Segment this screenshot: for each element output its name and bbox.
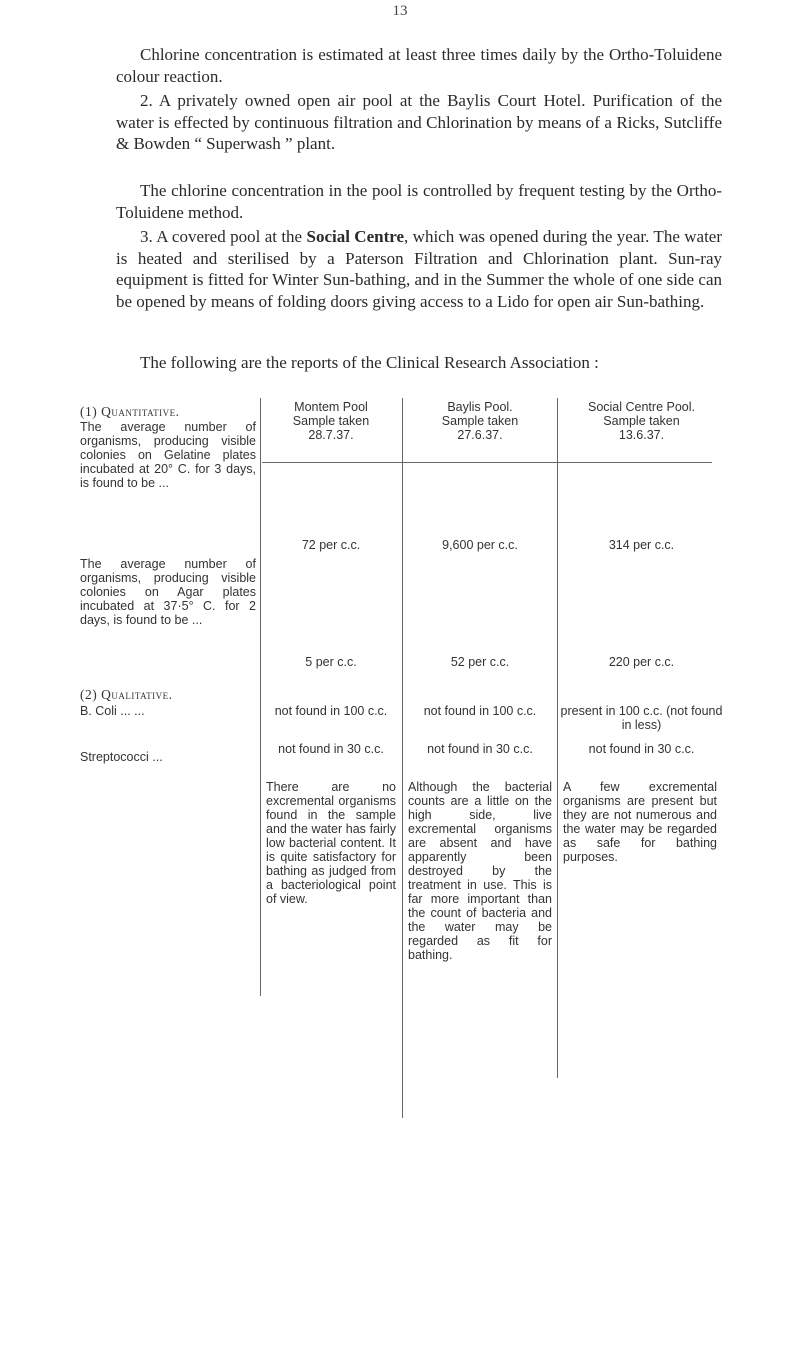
column-date: 13.6.37. xyxy=(618,428,665,442)
paragraph-chlorine-concentration: Chlorine concentration is estimated at least three times daily by the Ortho-Toluidene colour reaction. xyxy=(116,45,722,86)
table-rule xyxy=(402,398,403,1118)
column-header-social-centre xyxy=(559,400,724,442)
streptococci-montem: not found in 30 c.c. xyxy=(278,742,384,756)
table-rule xyxy=(557,398,558,1078)
paragraph-baylis-court: 2. A privately owned open air pool at the Baylis Court Hotel. Purification of the water is effected by continuous filtration and Chlorination by means of a Ricks, Sutcliffe & Bowden “ Superwash ” plant. xyxy=(116,91,722,153)
gelatine-row-label: The average number of organisms, producing visible colonies on Gelatine plates incubated at 20° C. for 3 days, is found to be ... xyxy=(80,420,256,490)
column-header-baylis xyxy=(404,400,556,442)
paragraph-chlorine-control: The chlorine concentration in the pool is controlled by frequent testing by the Ortho-Toluidene method. xyxy=(116,181,722,222)
column-name: Social Centre Pool. xyxy=(587,400,695,414)
agar-count-social-centre: 220 per c.c. xyxy=(608,655,675,669)
column-name: Baylis Pool. xyxy=(447,400,513,414)
qualitative-heading: (2) Qualitative. xyxy=(80,687,173,702)
remark-baylis: Although the bacterial counts are a little on the high side, live excremental organisms are absent and have apparently been destroyed by the treatment in use. This is far more important than the count of bacteria and the water may be regarded as fit for bathing. xyxy=(408,780,552,962)
social-centre-text: , which was opened during the year. The water is heated and sterilised by a Paterson Filtration and Chlorination plant. Sun-ray equipment is fitted for Winter Sun-bathing, and in the Summer the whole of one side can be opened by means of folding doors giving access to a Lido for open air Sun-bathing. xyxy=(116,227,722,311)
bcoli-label: B. Coli ... ... xyxy=(80,704,145,718)
gelatine-count-baylis: 9,600 per c.c. xyxy=(442,538,518,552)
column-name: Montem Pool xyxy=(294,400,368,414)
streptococci-social-centre: not found in 30 c.c. xyxy=(588,742,695,756)
column-header-montem xyxy=(262,400,400,442)
column-date: 27.6.37. xyxy=(457,428,503,442)
agar-count-montem: 5 per c.c. xyxy=(305,655,357,669)
column-sample: Sample taken xyxy=(441,414,519,428)
bcoli-social-centre: present in 100 c.c. (not found in less) xyxy=(560,704,723,732)
streptococci-label: Streptococci ... xyxy=(80,750,163,764)
page-number: 13 xyxy=(392,3,408,19)
item-number: 3. A covered pool at the xyxy=(140,227,307,246)
streptococci-baylis: not found in 30 c.c. xyxy=(427,742,533,756)
column-sample: Sample taken xyxy=(292,414,370,428)
header-rule xyxy=(262,462,712,463)
paragraph-reports-intro: The following are the reports of the Clinical Research Association : xyxy=(140,353,599,372)
gelatine-count-montem: 72 per c.c. xyxy=(301,538,361,552)
quantitative-heading: (1) Quantitative. xyxy=(80,404,180,419)
agar-count-baylis: 52 per c.c. xyxy=(450,655,510,669)
bcoli-baylis: not found in 100 c.c. xyxy=(423,704,537,718)
remark-social-centre: A few excremental organisms are present but they are not numerous and the water may be regarded as safe for bathing purposes. xyxy=(563,780,717,864)
column-date: 28.7.37. xyxy=(308,428,354,442)
social-centre-name: Social Centre xyxy=(306,227,405,246)
remark-montem: There are no excremental organisms found in the sample and the water has fairly low bacterial content. It is quite satisfactory for bathing as judged from a bacteriological point of view. xyxy=(266,780,396,906)
agar-row-label: The average number of organisms, producing visible colonies on Agar plates incubated at 37·5° C. for 2 days, is found to be ... xyxy=(80,557,256,627)
paragraph-social-centre xyxy=(116,226,722,312)
gelatine-count-social-centre: 314 per c.c. xyxy=(608,538,675,552)
column-sample: Sample taken xyxy=(603,414,680,428)
table-rule xyxy=(260,398,261,996)
bcoli-montem: not found in 100 c.c. xyxy=(274,704,388,718)
